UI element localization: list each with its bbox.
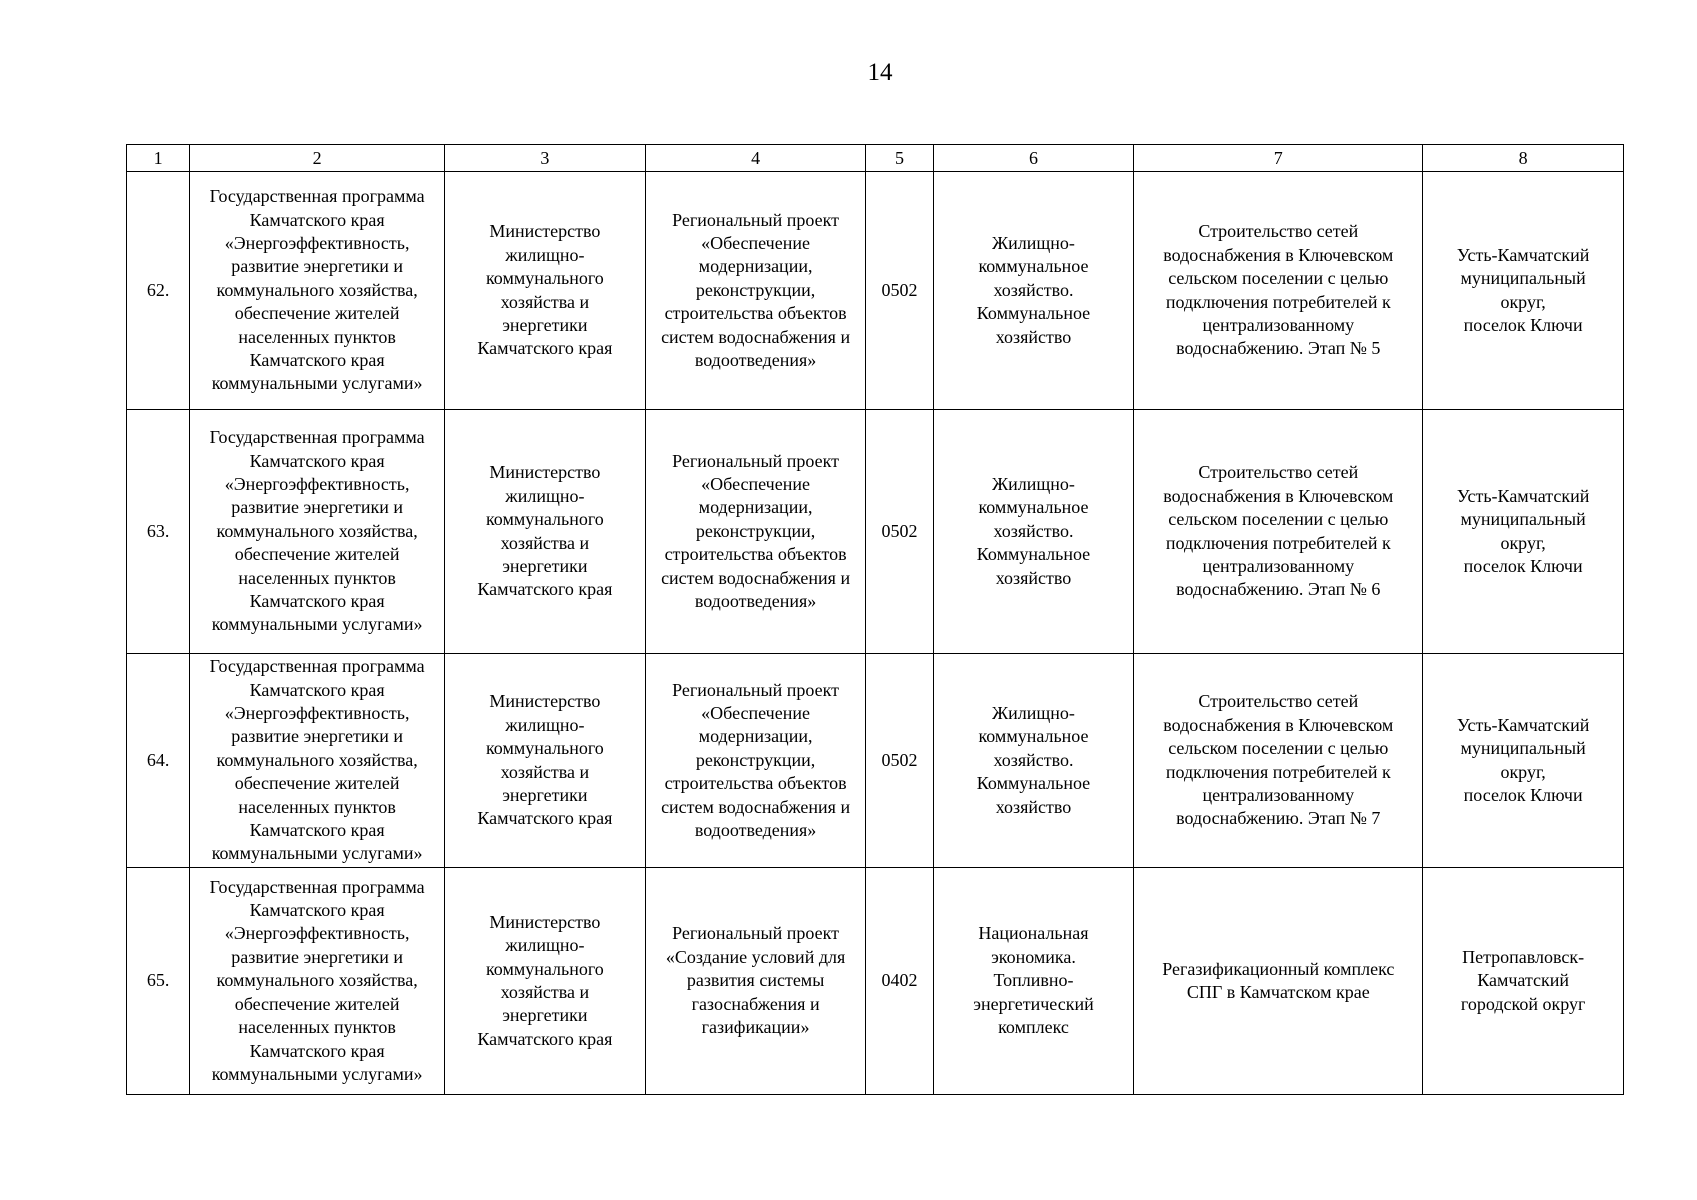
column-number: 5 — [866, 145, 933, 172]
location-cell: Усть-Камчатский муниципальный округ, поселок Ключи — [1423, 654, 1624, 868]
object-cell: Строительство сетей водоснабжения в Ключевском сельском поселении с целью подключения потребителей к централизованному водоснабжению. Этап № 5 — [1134, 172, 1423, 410]
column-number: 3 — [445, 145, 646, 172]
ministry-cell: Министерство жилищно- коммунального хозяйства и энергетики Камчатского края — [445, 172, 646, 410]
sector-cell: Национальная экономика. Топливно- энергетический комплекс — [933, 868, 1134, 1095]
program-cell: Государственная программа Камчатского края «Энергоэффективность, развитие энергетики и коммунального хозяйства, обеспечение жителей населенных пунктов Камчатского края коммунальными услугами» — [190, 654, 445, 868]
column-number-row — [127, 145, 1624, 172]
project-cell: Региональный проект «Обеспечение модернизации, реконструкции, строительства объектов систем водоснабжения и водоотведения» — [645, 172, 866, 410]
column-number: 7 — [1134, 145, 1423, 172]
table-row — [127, 410, 1624, 654]
column-number: 1 — [127, 145, 190, 172]
column-number: 4 — [645, 145, 866, 172]
budget-code-cell: 0502 — [866, 410, 933, 654]
sector-cell: Жилищно- коммунальное хозяйство. Коммунальное хозяйство — [933, 172, 1134, 410]
table-row — [127, 172, 1624, 410]
location-cell: Петропавловск- Камчатский городской округ — [1423, 868, 1624, 1095]
column-number: 8 — [1423, 145, 1624, 172]
project-cell: Региональный проект «Обеспечение модернизации, реконструкции, строительства объектов систем водоснабжения и водоотведения» — [645, 654, 866, 868]
sector-cell: Жилищно- коммунальное хозяйство. Коммунальное хозяйство — [933, 654, 1134, 868]
projects-table — [126, 144, 1624, 1095]
program-cell: Государственная программа Камчатского края «Энергоэффективность, развитие энергетики и коммунального хозяйства, обеспечение жителей населенных пунктов Камчатского края коммунальными услугами» — [190, 172, 445, 410]
object-cell: Строительство сетей водоснабжения в Ключевском сельском поселении с целью подключения потребителей к централизованному водоснабжению. Этап № 6 — [1134, 410, 1423, 654]
ministry-cell: Министерство жилищно- коммунального хозяйства и энергетики Камчатского края — [445, 654, 646, 868]
budget-code-cell: 0502 — [866, 654, 933, 868]
row-number: 62. — [127, 172, 190, 410]
table-row — [127, 654, 1624, 868]
column-number: 2 — [190, 145, 445, 172]
page-number: 14 — [867, 59, 893, 86]
project-cell: Региональный проект «Создание условий для развития системы газоснабжения и газификации» — [645, 868, 866, 1095]
location-cell: Усть-Камчатский муниципальный округ, поселок Ключи — [1423, 172, 1624, 410]
budget-code-cell: 0502 — [866, 172, 933, 410]
table-row — [127, 868, 1624, 1095]
row-number: 65. — [127, 868, 190, 1095]
ministry-cell: Министерство жилищно- коммунального хозяйства и энергетики Камчатского края — [445, 868, 646, 1095]
program-cell: Государственная программа Камчатского края «Энергоэффективность, развитие энергетики и коммунального хозяйства, обеспечение жителей населенных пунктов Камчатского края коммунальными услугами» — [190, 410, 445, 654]
location-cell: Усть-Камчатский муниципальный округ, поселок Ключи — [1423, 410, 1624, 654]
column-number: 6 — [933, 145, 1134, 172]
project-cell: Региональный проект «Обеспечение модернизации, реконструкции, строительства объектов систем водоснабжения и водоотведения» — [645, 410, 866, 654]
object-cell: Строительство сетей водоснабжения в Ключевском сельском поселении с целью подключения потребителей к централизованному водоснабжению. Этап № 7 — [1134, 654, 1423, 868]
ministry-cell: Министерство жилищно- коммунального хозяйства и энергетики Камчатского края — [445, 410, 646, 654]
row-number: 64. — [127, 654, 190, 868]
sector-cell: Жилищно- коммунальное хозяйство. Коммунальное хозяйство — [933, 410, 1134, 654]
program-cell: Государственная программа Камчатского края «Энергоэффективность, развитие энергетики и коммунального хозяйства, обеспечение жителей населенных пунктов Камчатского края коммунальными услугами» — [190, 868, 445, 1095]
row-number: 63. — [127, 410, 190, 654]
budget-code-cell: 0402 — [866, 868, 933, 1095]
object-cell: Регазификационный комплекс СПГ в Камчатском крае — [1134, 868, 1423, 1095]
